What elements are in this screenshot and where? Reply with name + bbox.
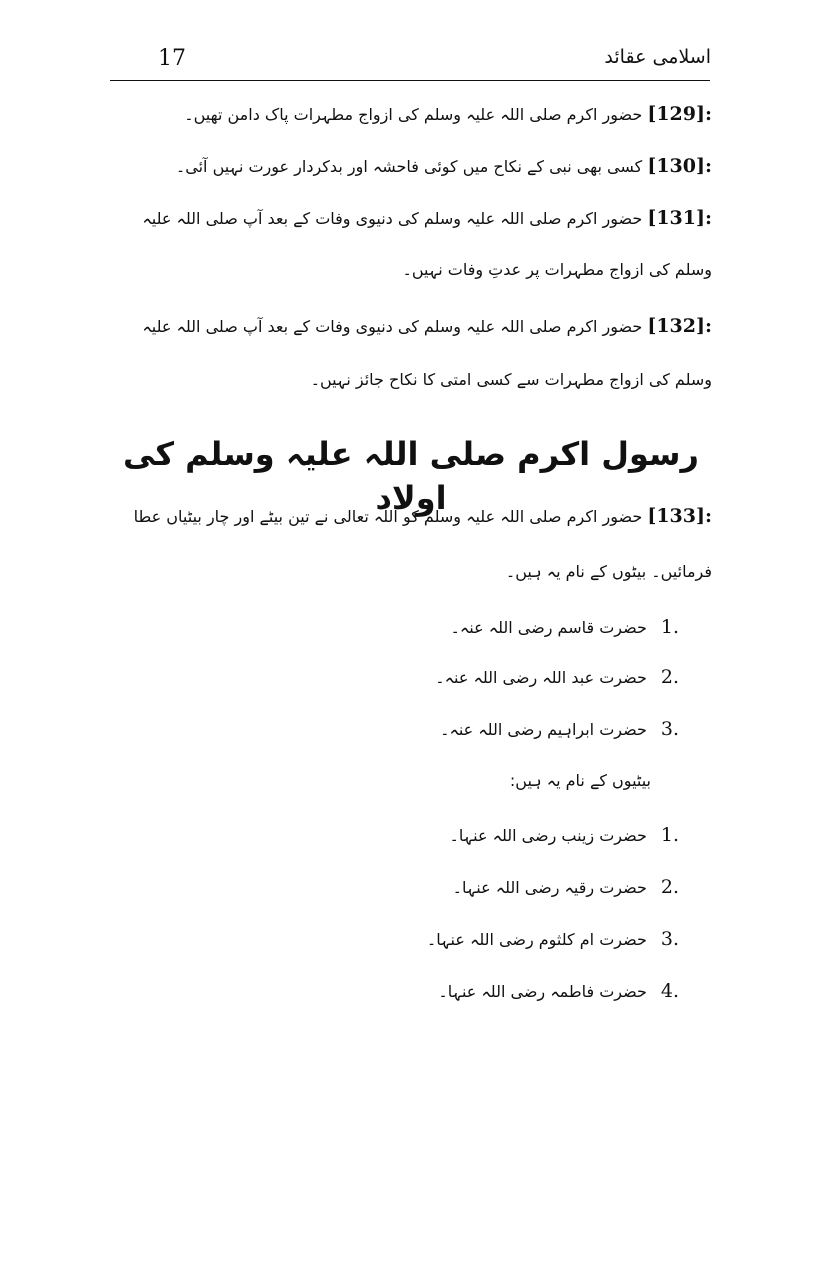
paragraph-text-line1: حضور اکرم صلی اللہ علیہ وسلم کو اللہ تعالی نے تین بیٹے اور چار بیٹیاں عطا (133, 507, 643, 526)
list-item-daughter-4 (438, 980, 679, 1003)
list-item-son-3 (440, 718, 679, 741)
list-item-daughter-3 (427, 928, 679, 951)
list-number: 3. (660, 718, 679, 740)
paragraph-text-line1: حضور اکرم صلی اللہ علیہ وسلم کی دنیوی وفات کے بعد آپ صلی اللہ علیہ (142, 209, 643, 228)
list-item-son-1 (451, 616, 679, 639)
list-number: 1. (660, 616, 679, 638)
paragraph-number: [131]: (647, 207, 712, 229)
paragraph-130 (110, 156, 712, 177)
paragraph-131-continuation: وسلم کی ازواج مطہرات پر عدتِ وفات نہیں۔ (402, 260, 712, 279)
section-heading: رسول اکرم صلی اللہ علیہ وسلم کی اولاد (123, 435, 699, 517)
header-divider (110, 80, 710, 81)
list-text: حضرت ام کلثوم رضی اللہ عنہا۔ (426, 930, 647, 949)
list-number: 4. (660, 980, 679, 1002)
daughters-caption: بیٹیوں کے نام یہ ہیں: (509, 771, 651, 790)
list-text: حضرت رقیہ رضی اللہ عنہا۔ (452, 878, 647, 897)
paragraph-number: [129]: (647, 103, 712, 125)
list-item-son-2 (435, 666, 679, 689)
list-item-daughter-1 (450, 824, 680, 847)
paragraph-number: [132]: (647, 315, 712, 337)
paragraph-132-continuation: وسلم کی ازواج مطہرات سے کسی امتی کا نکاح جائز نہیں۔ (310, 370, 712, 389)
list-text: حضرت ابراہیم رضی اللہ عنہ۔ (440, 720, 647, 739)
paragraph-132 (110, 316, 712, 337)
list-text: حضرت عبد اللہ رضی اللہ عنہ۔ (435, 668, 647, 687)
list-item-daughter-2 (453, 876, 679, 899)
list-number: 2. (660, 666, 679, 688)
list-text: حضرت زینب رضی اللہ عنہا۔ (449, 826, 647, 845)
paragraph-number: [133]: (647, 505, 712, 527)
list-text: حضرت قاسم رضی اللہ عنہ۔ (450, 618, 647, 637)
page-number: 17 (158, 46, 186, 71)
paragraph-number: [130]: (647, 155, 712, 177)
paragraph-text: حضور اکرم صلی اللہ علیہ وسلم کی ازواج مطہرات پاک دامن تھیں۔ (184, 105, 643, 124)
running-header-title: اسلامی عقائد (604, 46, 711, 68)
list-number: 3. (660, 928, 679, 950)
paragraph-text: کسی بھی نبی کے نکاح میں کوئی فاحشہ اور بدکردار عورت نہیں آئی۔ (175, 157, 643, 176)
list-text: حضرت فاطمہ رضی اللہ عنہا۔ (438, 982, 647, 1001)
paragraph-129 (110, 104, 712, 125)
paragraph-133 (110, 506, 712, 527)
list-number: 1. (660, 824, 679, 846)
paragraph-133-continuation: فرمائیں۔ بیٹوں کے نام یہ ہیں۔ (505, 562, 712, 581)
paragraph-131 (110, 208, 712, 229)
list-number: 2. (660, 876, 679, 898)
paragraph-text-line1: حضور اکرم صلی اللہ علیہ وسلم کی دنیوی وفات کے بعد آپ صلی اللہ علیہ (142, 317, 643, 336)
